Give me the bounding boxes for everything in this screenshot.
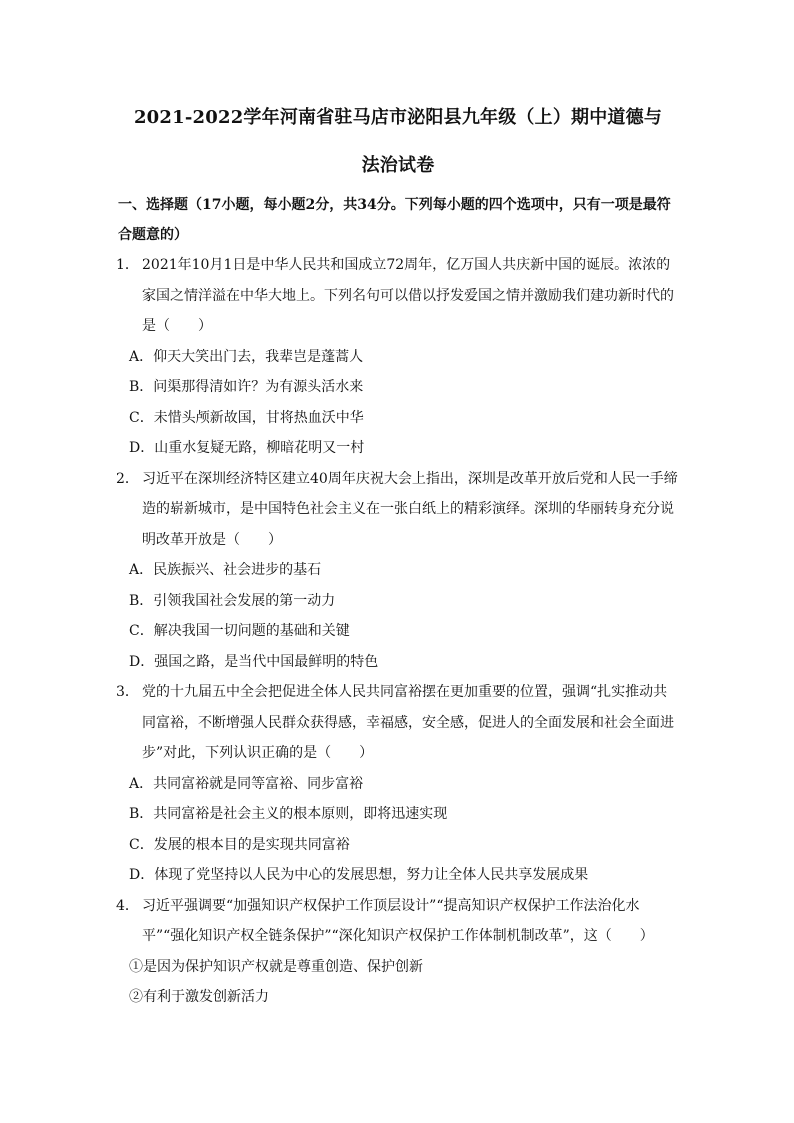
question-stem [116, 677, 680, 769]
option-a: A．民族振兴、社会进步的基石 [129, 562, 322, 578]
option-d: D．山重水复疑无路，柳暗花明又一村 [129, 440, 365, 456]
option-a: A．仰天大笑出门去，我辈岂是蓬蒿人 [129, 348, 364, 365]
option-b: B．问渠那得清如许？为有源头活水来 [129, 379, 364, 395]
exam-title-line2: 法治试卷 [361, 155, 435, 176]
option-c: C．解决我国一切问题的基础和关键 [129, 623, 350, 639]
statement-1: ①是因为保护知识产权就是尊重创造、保护创新 [129, 958, 423, 975]
option-c: C．发展的根本目的是实现共同富裕 [129, 836, 350, 853]
question-3 [116, 677, 680, 891]
question-text: 2021年10月1日是中华人民共和国成立72周年，亿万国人共庆新中国的诞辰。浓浓的家国之情洋溢在中华大地上。下列名句可以借以抒发爱国之情并激励我们建功新时代的是（ ） [142, 257, 674, 334]
question-stem [116, 464, 680, 556]
option-d: D．体现了党坚持以人民为中心的发展思想，努力让全体人民共享发展成果 [129, 867, 589, 883]
exam-title-line1: 2021-2022学年河南省驻马店市泌阳县九年级（上）期中道德与 [133, 107, 663, 128]
question-number: 2． [116, 470, 139, 487]
question-number: 3． [116, 684, 139, 700]
question-number: 1． [116, 257, 139, 273]
option-a: A．共同富裕就是同等富裕、同步富裕 [129, 775, 364, 792]
exam-title [116, 94, 680, 190]
question-text: 党的十九届五中全会把促进全体人民共同富裕摆在更加重要的位置，强调“扎实推动共同富裕，不断增强人民群众获得感，幸福感，安全感，促进人的全面发展和社会全面进步”对此，下列认识正确的是（ ） [142, 684, 674, 761]
question-stem [116, 891, 680, 952]
question-number: 4． [116, 897, 139, 914]
question-4 [116, 891, 680, 1013]
option-b: B．引领我国社会发展的第一动力 [129, 592, 336, 609]
question-2 [116, 464, 680, 678]
statement-2: ②有利于激发创新活力 [129, 989, 269, 1005]
section-header: 一、选择题（17小题，每小题2分，共34分。下列每小题的四个选项中，只有一项是最符合题意的） [118, 197, 671, 243]
question-text: 习近平在深圳经济特区建立40周年庆祝大会上指出，深圳是改革开放后党和人民一手缔造的崭新城市，是中国特色社会主义在一张白纸上的精彩演绎。深圳的华丽转身充分说明改革开放是（ ） [142, 470, 678, 548]
option-d: D．强国之路，是当代中国最鲜明的特色 [129, 653, 379, 670]
option-b: B．共同富裕是社会主义的根本原则，即将迅速实现 [129, 806, 448, 822]
question-stem [116, 250, 680, 342]
option-c: C．未惜头颅新故国，甘将热血沃中华 [129, 409, 364, 426]
question-text: 习近平强调要“加强知识产权保护工作顶层设计”“提高知识产权保护工作法治化水平”“强化知识产权全链条保护”“深化知识产权保护工作体制机制改革”，这（ ） [142, 897, 654, 944]
question-1 [116, 250, 680, 464]
